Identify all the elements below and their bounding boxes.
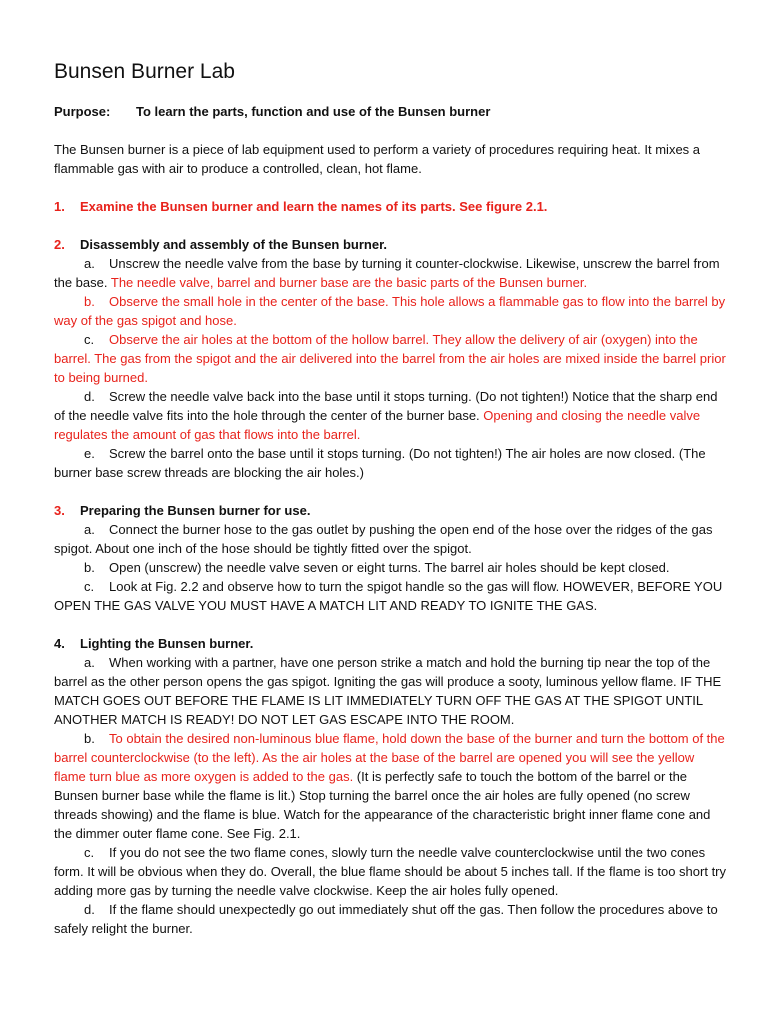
substep-text: The needle valve, barrel and burner base are the basic parts of the Bunsen burner. bbox=[110, 275, 588, 290]
substep bbox=[54, 653, 728, 729]
step-number: 2. bbox=[54, 237, 65, 252]
substep-letter: c. bbox=[84, 579, 95, 594]
step-heading bbox=[54, 501, 728, 520]
step-heading-text: Disassembly and assembly of the Bunsen burner. bbox=[80, 237, 388, 252]
substep-letter: e. bbox=[84, 446, 95, 461]
substep-letter: d. bbox=[84, 902, 95, 917]
substep bbox=[54, 900, 728, 938]
step-4 bbox=[54, 634, 728, 938]
substep bbox=[54, 444, 728, 482]
substep-text: Connect the burner hose to the gas outlet by pushing the open end of the hose over the ridges of the gas spigot. About one inch of the hose should be tightly fitted over the spigot. bbox=[54, 522, 713, 556]
substep-text: Observe the air holes at the bottom of the hollow barrel. They allow the delivery of air (oxygen) into the barrel. The gas from the spigot and the air delivered into the barrel from the air holes are mixed inside the barrel prior to being burned. bbox=[54, 332, 726, 385]
substep-text: Observe the small hole in the center of the base. This hole allows a flammable gas to flow into the barrel by way of the gas spigot and hose. bbox=[54, 294, 726, 328]
substep-text: To obtain the desired non-luminous blue flame, hold down the base of the burner and turn the bottom of the barrel counterclockwise (to the left). As the air holes at the base of the barrel are opened you will see the yellow flame turn blue as more oxygen is added to the gas. bbox=[54, 731, 725, 784]
purpose-line bbox=[54, 102, 728, 121]
substep-text: When working with a partner, have one person strike a match and hold the burning tip near the top of the barrel as the other person opens the gas spigot. Igniting the gas will produce a sooty, luminous yellow flame. IF THE MATCH GOES OUT BEFORE THE FLAME IS LIT IMMEDIATELY TURN OFF THE GAS AT THE SPIGOT UNTIL ANOTHER MATCH IS READY! DO NOT LET GAS ESCAPE INTO THE ROOM. bbox=[54, 655, 722, 727]
substep-letter: b. bbox=[84, 560, 95, 575]
step-number: 4. bbox=[54, 636, 65, 651]
step-3 bbox=[54, 501, 728, 615]
substep bbox=[54, 330, 728, 387]
purpose-text: To learn the parts, function and use of the Bunsen burner bbox=[136, 104, 491, 119]
substep bbox=[54, 729, 728, 843]
substep-text: Unscrew the needle valve from the base by turning it counter-clockwise. Likewise, unscrew the barrel from the base. bbox=[54, 256, 720, 290]
substep bbox=[54, 254, 728, 292]
substep-text: If the flame should unexpectedly go out immediately shut off the gas. Then follow the procedures above to safely relight the burner. bbox=[54, 902, 718, 936]
substep-text: Open (unscrew) the needle valve seven or eight turns. The barrel air holes should be kept closed. bbox=[109, 560, 670, 575]
substep-letter: a. bbox=[84, 522, 95, 537]
substep-letter: d. bbox=[84, 389, 95, 404]
substep-text: Screw the barrel onto the base until it stops turning. (Do not tighten!) The air holes are now closed. (The burner base screw threads are blocking the air holes.) bbox=[54, 446, 706, 480]
substep-letter: a. bbox=[84, 655, 95, 670]
substep-letter: a. bbox=[84, 256, 95, 271]
page-title: Bunsen Burner Lab bbox=[54, 60, 235, 83]
substep-text: If you do not see the two flame cones, slowly turn the needle valve counterclockwise until the two cones form. It will be obvious when they do. Overall, the blue flame should be about 5 inches tall. If the flame is too short try adding more gas by turning the needle valve clockwise. Keep the air holes fully opened. bbox=[54, 845, 727, 898]
intro-paragraph: The Bunsen burner is a piece of lab equipment used to perform a variety of procedures requiring heat. It mixes a flammable gas with air to produce a controlled, clean, hot flame. bbox=[54, 142, 701, 176]
substep-letter: c. bbox=[84, 845, 95, 860]
substep bbox=[54, 843, 728, 900]
substep bbox=[54, 387, 728, 444]
step-number: 3. bbox=[54, 503, 65, 518]
substep-text: (It is perfectly safe to touch the bottom of the barrel or the Bunsen burner base while the flame is lit.) Stop turning the barrel once the air holes are fully opened (no screw threads showing) and the flame is blue. Watch for the appearance of the characteristic bright inner flame cone and the dimmer outer flame cone. See Fig. 2.1. bbox=[54, 769, 711, 841]
substep bbox=[54, 520, 728, 558]
substep bbox=[54, 577, 728, 615]
substep bbox=[54, 558, 728, 577]
step-number: 1. bbox=[54, 199, 65, 214]
substep-text: Opening and closing the needle valve regulates the amount of gas that flows into the barrel. bbox=[54, 408, 701, 442]
substep-letter: b. bbox=[84, 294, 95, 309]
step-heading bbox=[54, 235, 728, 254]
substep bbox=[54, 292, 728, 330]
step-2 bbox=[54, 235, 728, 482]
step-heading bbox=[54, 634, 728, 653]
purpose-label: Purpose: bbox=[54, 104, 111, 119]
procedure-steps bbox=[54, 197, 728, 938]
step-heading bbox=[54, 197, 728, 216]
step-1 bbox=[54, 197, 728, 216]
step-heading-text: Lighting the Bunsen burner. bbox=[80, 636, 254, 651]
substep-letter: c. bbox=[84, 332, 95, 347]
substep-text: Look at Fig. 2.2 and observe how to turn the spigot handle so the gas will flow. HOWEVER, BEFORE YOU OPEN THE GAS VALVE YOU MUST HAVE A MATCH LIT AND READY TO IGNITE THE GAS. bbox=[54, 579, 723, 613]
substep-text: Screw the needle valve back into the base until it stops turning. (Do not tighten!) Notice that the sharp end of the needle valve fits into the hole through the center of the burner base. bbox=[54, 389, 718, 423]
step-heading-text: Preparing the Bunsen burner for use. bbox=[80, 503, 311, 518]
step-heading-text: Examine the Bunsen burner and learn the names of its parts. See figure 2.1. bbox=[80, 199, 548, 214]
substep-letter: b. bbox=[84, 731, 95, 746]
